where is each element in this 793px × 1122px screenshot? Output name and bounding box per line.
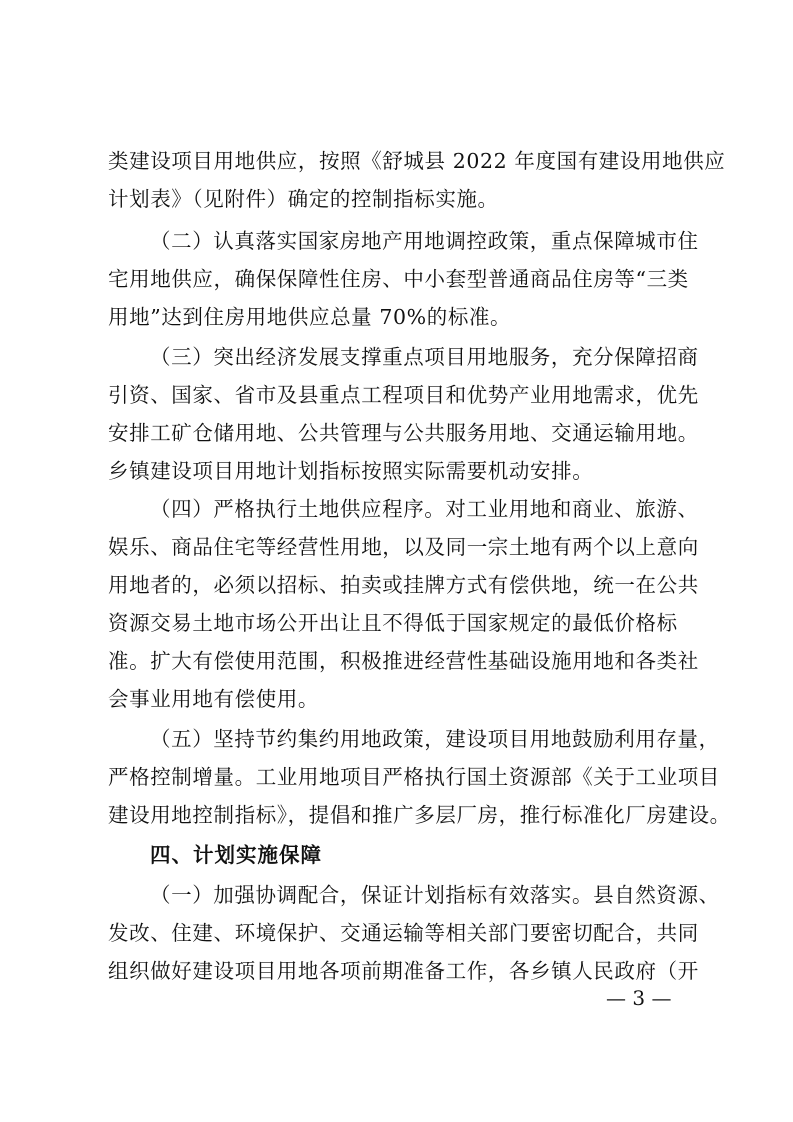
paragraph-line: （一）加强协调配合，保证计划指标有效落实。县自然资源、 xyxy=(150,883,720,907)
paragraph-line: （四）严格执行土地供应程序。对工业用地和商业、旅游、 xyxy=(150,497,699,521)
text-line: 安排工矿仓储用地、公共管理与公共服务用地、交通运输用地。 xyxy=(108,421,699,445)
text-line: 类建设项目用地供应，按照《舒城县 2022 年度国有建设用地供应 xyxy=(108,149,726,173)
section-heading: 四、计划实施保障 xyxy=(150,843,322,867)
text-line: 资源交易土地市场公开出让且不得低于国家规定的最低价格标 xyxy=(108,611,678,635)
text-line: 建设用地控制指标》，提倡和推广多层厂房，推行标准化厂房建设。 xyxy=(108,803,731,827)
text-line: 娱乐、商品住宅等经营性用地，以及同一宗土地有两个以上意向 xyxy=(108,535,699,559)
text-line: 引资、国家、省市及县重点工程项目和优势产业用地需求，优先 xyxy=(108,383,699,407)
paragraph-line: （三）突出经济发展支撑重点项目用地服务，充分保障招商 xyxy=(150,345,699,369)
text-line: 用地者的，必须以招标、拍卖或挂牌方式有偿供地，统一在公共 xyxy=(108,573,699,597)
text-line: 宅用地供应，确保保障性住房、中小套型普通商品住房等“三类 xyxy=(108,267,689,291)
text-line: 用地”达到住房用地供应总量 70%的标准。 xyxy=(108,305,512,329)
text-line: 发改、住建、环境保护、交通运输等相关部门要密切配合，共同 xyxy=(108,921,699,945)
paragraph-line: （五）坚持节约集约用地政策，建设项目用地鼓励利用存量， xyxy=(150,727,720,751)
text-line: 会事业用地有偿使用。 xyxy=(108,687,319,711)
text-line: 严格控制增量。工业用地项目严格执行国土资源部《关于工业项目 xyxy=(108,765,720,789)
paragraph-line: （二）认真落实国家房地产用地调控政策，重点保障城市住 xyxy=(150,229,699,253)
text-line: 计划表》（见附件）确定的控制指标实施。 xyxy=(108,187,499,211)
text-line: 组织做好建设项目用地各项前期准备工作，各乡镇人民政府（开 xyxy=(108,959,699,983)
text-line: 乡镇建设项目用地计划指标按照实际需要机动安排。 xyxy=(108,459,594,483)
page-number: — 3 — xyxy=(606,986,672,1010)
text-line: 准。扩大有偿使用范围，积极推进经营性基础设施用地和各类社 xyxy=(108,649,699,673)
